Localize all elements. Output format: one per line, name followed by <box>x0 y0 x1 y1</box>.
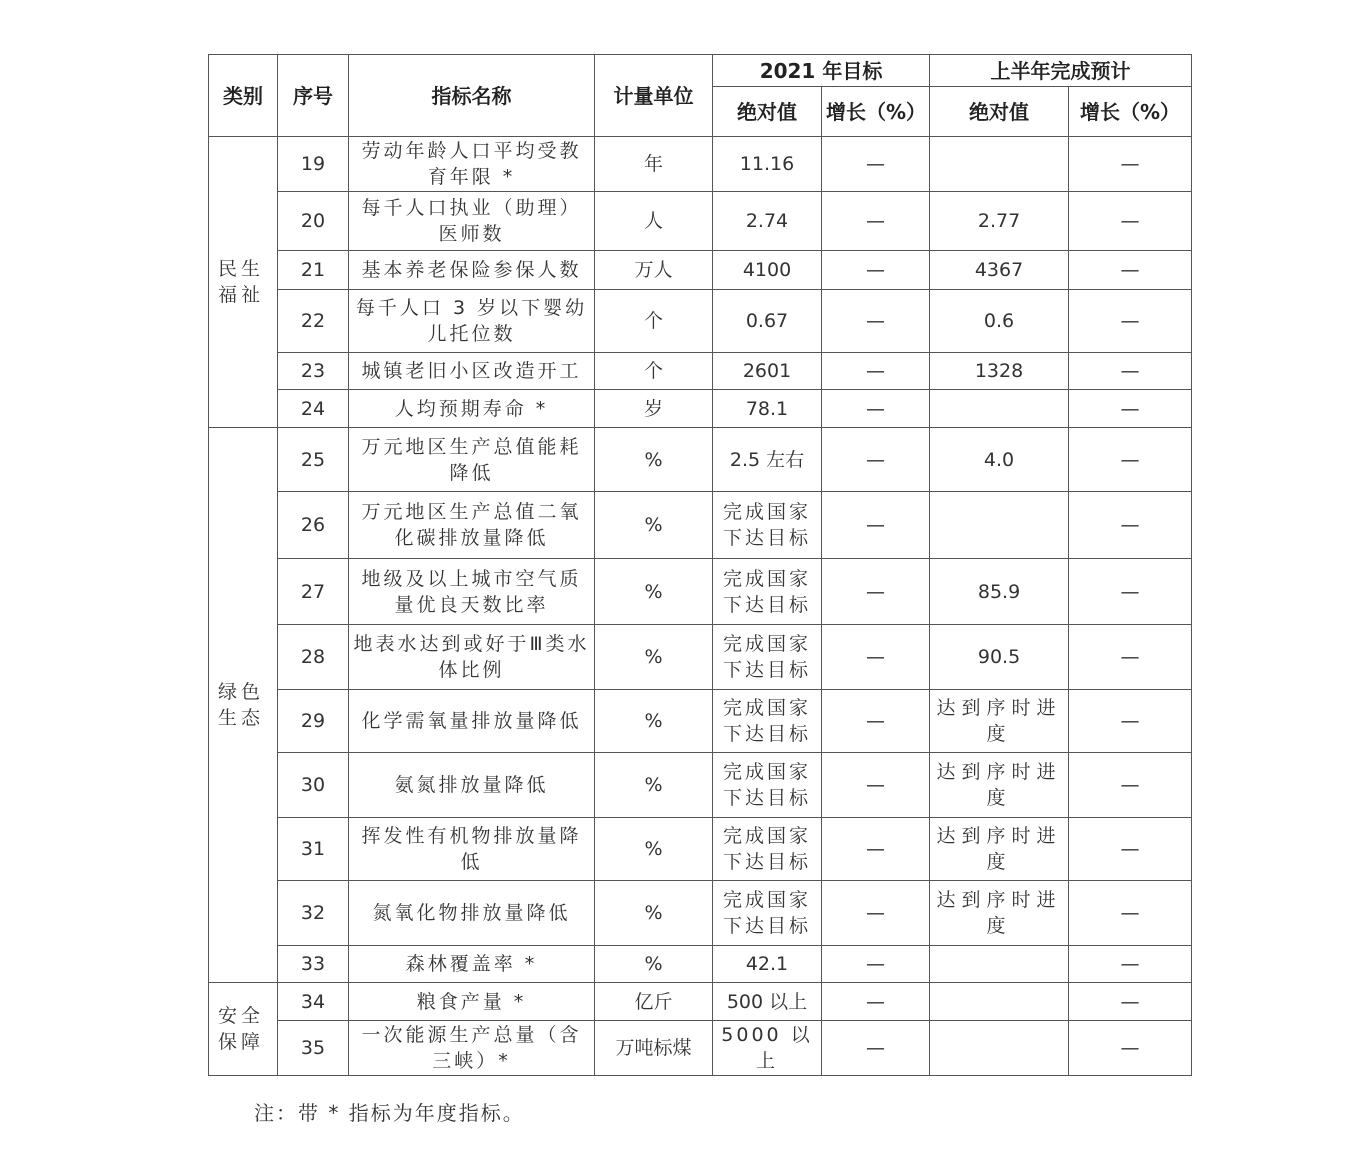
target-growth-cell: — <box>822 753 930 818</box>
actual-abs-cell: 达到序时进度 <box>930 881 1069 946</box>
unit-cell: % <box>595 559 713 625</box>
unit-cell: % <box>595 818 713 881</box>
target-growth-cell: — <box>822 353 930 390</box>
target-abs-cell: 4100 <box>713 251 822 290</box>
target-abs-cell: 42.1 <box>713 946 822 983</box>
indicator-name-cell: 基本养老保险参保人数 <box>349 251 595 290</box>
seq-cell: 32 <box>278 881 349 946</box>
table-body <box>209 137 1192 1076</box>
seq-cell: 24 <box>278 390 349 428</box>
target-growth-cell: — <box>822 881 930 946</box>
actual-growth-cell: — <box>1069 251 1192 290</box>
table-row <box>209 881 1192 946</box>
unit-cell: 亿斤 <box>595 983 713 1021</box>
actual-abs-cell <box>930 946 1069 983</box>
header-target-growth: 增长（%） <box>822 87 930 137</box>
target-abs-cell: 11.16 <box>713 137 822 192</box>
header-actual-growth: 增长（%） <box>1069 87 1192 137</box>
actual-growth-cell: — <box>1069 290 1192 353</box>
actual-abs-cell <box>930 137 1069 192</box>
table-row <box>209 983 1192 1021</box>
actual-abs-cell <box>930 492 1069 559</box>
actual-growth-cell: — <box>1069 492 1192 559</box>
category-label: 安全保障 <box>218 1005 265 1053</box>
actual-growth-cell: — <box>1069 137 1192 192</box>
unit-cell: % <box>595 625 713 690</box>
target-abs-cell: 2.74 <box>713 192 822 251</box>
target-abs-cell: 5000 以上 <box>713 1021 822 1076</box>
table-row <box>209 818 1192 881</box>
category-label: 民生福祉 <box>218 258 265 306</box>
target-growth-cell: — <box>822 690 930 753</box>
seq-cell: 30 <box>278 753 349 818</box>
indicator-name-cell: 粮食产量 * <box>349 983 595 1021</box>
seq-cell: 34 <box>278 983 349 1021</box>
table-row <box>209 946 1192 983</box>
target-abs-cell: 2.5 左右 <box>713 428 822 492</box>
indicator-name-cell: 化学需氧量排放量降低 <box>349 690 595 753</box>
actual-abs-cell: 85.9 <box>930 559 1069 625</box>
indicator-name-cell: 每千人口执业（助理）医师数 <box>349 192 595 251</box>
actual-abs-cell: 达到序时进度 <box>930 818 1069 881</box>
seq-cell: 33 <box>278 946 349 983</box>
actual-abs-cell <box>930 983 1069 1021</box>
table-row <box>209 353 1192 390</box>
unit-cell: 万吨标煤 <box>595 1021 713 1076</box>
table-row <box>209 492 1192 559</box>
actual-growth-cell: — <box>1069 753 1192 818</box>
actual-growth-cell: — <box>1069 983 1192 1021</box>
indicators-table <box>208 54 1192 1076</box>
header-unit: 计量单位 <box>595 55 713 137</box>
target-growth-cell: — <box>822 1021 930 1076</box>
actual-abs-cell: 2.77 <box>930 192 1069 251</box>
indicator-name-cell: 地表水达到或好于Ⅲ类水体比例 <box>349 625 595 690</box>
header-name: 指标名称 <box>349 55 595 137</box>
target-growth-cell: — <box>822 983 930 1021</box>
header-category: 类别 <box>209 55 278 137</box>
target-abs-cell: 完成国家下达目标 <box>713 690 822 753</box>
header-seq: 序号 <box>278 55 349 137</box>
category-cell <box>209 137 278 428</box>
unit-cell: % <box>595 881 713 946</box>
indicator-name-cell: 一次能源生产总量（含三峡）* <box>349 1021 595 1076</box>
table-footnote: 注：带 * 指标为年度指标。 <box>254 1101 525 1125</box>
indicator-name-cell: 挥发性有机物排放量降低 <box>349 818 595 881</box>
unit-cell: % <box>595 428 713 492</box>
actual-growth-cell: — <box>1069 625 1192 690</box>
unit-cell: 万人 <box>595 251 713 290</box>
target-growth-cell: — <box>822 390 930 428</box>
table-row <box>209 390 1192 428</box>
indicator-name-cell: 劳动年龄人口平均受教育年限 * <box>349 137 595 192</box>
seq-cell: 28 <box>278 625 349 690</box>
target-abs-cell: 完成国家下达目标 <box>713 492 822 559</box>
actual-growth-cell: — <box>1069 881 1192 946</box>
unit-cell: 个 <box>595 290 713 353</box>
indicator-name-cell: 万元地区生产总值二氧化碳排放量降低 <box>349 492 595 559</box>
target-growth-cell: — <box>822 428 930 492</box>
actual-growth-cell: — <box>1069 390 1192 428</box>
target-abs-cell: 完成国家下达目标 <box>713 625 822 690</box>
indicator-name-cell: 城镇老旧小区改造开工 <box>349 353 595 390</box>
table-header <box>209 55 1192 137</box>
indicator-name-cell: 人均预期寿命 * <box>349 390 595 428</box>
target-growth-cell: — <box>822 192 930 251</box>
header-actual-abs: 绝对值 <box>930 87 1069 137</box>
table-row <box>209 753 1192 818</box>
table-row <box>209 559 1192 625</box>
unit-cell: 人 <box>595 192 713 251</box>
unit-cell: 个 <box>595 353 713 390</box>
target-abs-cell: 完成国家下达目标 <box>713 818 822 881</box>
target-abs-cell: 完成国家下达目标 <box>713 559 822 625</box>
seq-cell: 27 <box>278 559 349 625</box>
actual-abs-cell: 4.0 <box>930 428 1069 492</box>
table-row <box>209 625 1192 690</box>
actual-growth-cell: — <box>1069 946 1192 983</box>
actual-growth-cell: — <box>1069 192 1192 251</box>
target-abs-cell: 完成国家下达目标 <box>713 881 822 946</box>
target-growth-cell: — <box>822 251 930 290</box>
seq-cell: 21 <box>278 251 349 290</box>
header-target-group: 2021 年目标 <box>713 55 930 87</box>
seq-cell: 31 <box>278 818 349 881</box>
seq-cell: 35 <box>278 1021 349 1076</box>
unit-cell: 岁 <box>595 390 713 428</box>
category-label: 绿色生态 <box>218 681 265 729</box>
actual-abs-cell: 达到序时进度 <box>930 753 1069 818</box>
header-actual-group: 上半年完成预计 <box>930 55 1192 87</box>
unit-cell: 年 <box>595 137 713 192</box>
actual-abs-cell: 达到序时进度 <box>930 690 1069 753</box>
table-row <box>209 192 1192 251</box>
target-abs-cell: 2601 <box>713 353 822 390</box>
seq-cell: 22 <box>278 290 349 353</box>
indicator-name-cell: 氨氮排放量降低 <box>349 753 595 818</box>
target-growth-cell: — <box>822 492 930 559</box>
table-row <box>209 1021 1192 1076</box>
indicator-name-cell: 氮氧化物排放量降低 <box>349 881 595 946</box>
seq-cell: 20 <box>278 192 349 251</box>
actual-growth-cell: — <box>1069 559 1192 625</box>
actual-growth-cell: — <box>1069 428 1192 492</box>
actual-growth-cell: — <box>1069 1021 1192 1076</box>
indicator-name-cell: 万元地区生产总值能耗降低 <box>349 428 595 492</box>
category-cell <box>209 983 278 1076</box>
actual-abs-cell: 1328 <box>930 353 1069 390</box>
actual-growth-cell: — <box>1069 353 1192 390</box>
actual-abs-cell <box>930 390 1069 428</box>
target-growth-cell: — <box>822 559 930 625</box>
target-abs-cell: 完成国家下达目标 <box>713 753 822 818</box>
actual-growth-cell: — <box>1069 690 1192 753</box>
header-target-abs: 绝对值 <box>713 87 822 137</box>
target-growth-cell: — <box>822 818 930 881</box>
target-growth-cell: — <box>822 137 930 192</box>
indicator-name-cell: 森林覆盖率 * <box>349 946 595 983</box>
unit-cell: % <box>595 492 713 559</box>
seq-cell: 29 <box>278 690 349 753</box>
seq-cell: 25 <box>278 428 349 492</box>
unit-cell: % <box>595 946 713 983</box>
target-abs-cell: 500 以上 <box>713 983 822 1021</box>
category-cell <box>209 428 278 983</box>
seq-cell: 26 <box>278 492 349 559</box>
target-growth-cell: — <box>822 290 930 353</box>
actual-abs-cell: 90.5 <box>930 625 1069 690</box>
table-row <box>209 290 1192 353</box>
actual-growth-cell: — <box>1069 818 1192 881</box>
unit-cell: % <box>595 753 713 818</box>
actual-abs-cell <box>930 1021 1069 1076</box>
unit-cell: % <box>595 690 713 753</box>
table-row <box>209 690 1192 753</box>
table-row <box>209 137 1192 192</box>
target-growth-cell: — <box>822 625 930 690</box>
target-abs-cell: 0.67 <box>713 290 822 353</box>
target-abs-cell: 78.1 <box>713 390 822 428</box>
table-row <box>209 251 1192 290</box>
indicator-name-cell: 每千人口 3 岁以下婴幼儿托位数 <box>349 290 595 353</box>
actual-abs-cell: 0.6 <box>930 290 1069 353</box>
seq-cell: 23 <box>278 353 349 390</box>
table-row <box>209 428 1192 492</box>
seq-cell: 19 <box>278 137 349 192</box>
actual-abs-cell: 4367 <box>930 251 1069 290</box>
indicator-name-cell: 地级及以上城市空气质量优良天数比率 <box>349 559 595 625</box>
target-growth-cell: — <box>822 946 930 983</box>
